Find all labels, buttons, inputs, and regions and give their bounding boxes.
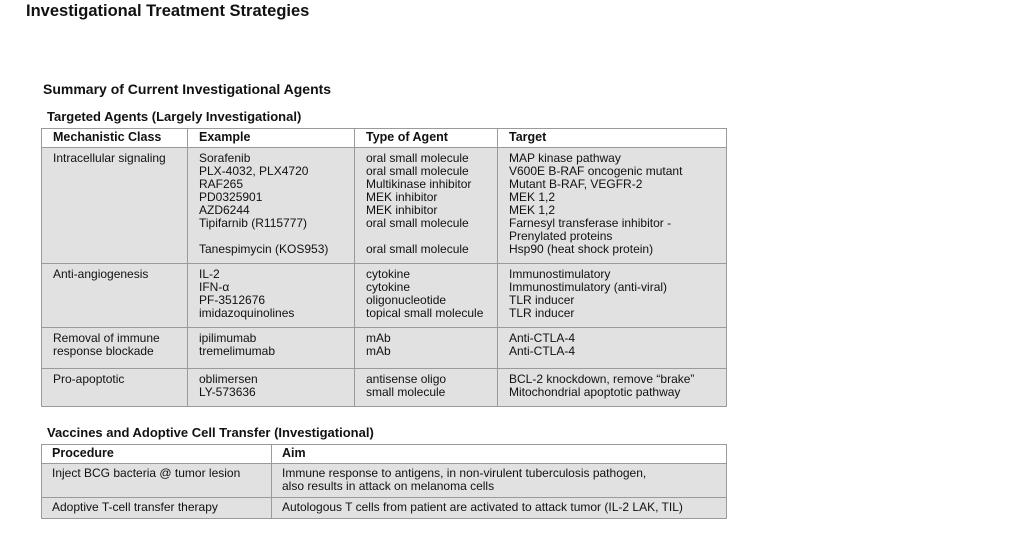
targeted-agents-table: [41, 128, 727, 407]
agent-type-cell: oral small molecule oral small molecule Multikinase inhibitor MEK inhibitor MEK inhibitor oral small molecule oral small molecule: [355, 148, 498, 264]
procedure-cell: Inject BCG bacteria @ tumor lesion: [42, 464, 272, 498]
mechanistic-class-cell: Pro-apoptotic: [42, 369, 188, 407]
example-cell: oblimersen LY-573636: [188, 369, 355, 407]
mechanistic-class-cell: Anti-angiogenesis: [42, 264, 188, 328]
agent-type-cell: antisense oligo small molecule: [355, 369, 498, 407]
aim-cell: Autologous T cells from patient are activated to attack tumor (IL-2 LAK, TIL): [272, 498, 727, 519]
agent-type-cell: mAb mAb: [355, 328, 498, 369]
column-header: Type of Agent: [355, 129, 498, 148]
mechanistic-class-cell: Removal of immune response blockade: [42, 328, 188, 369]
target-cell: Anti-CTLA-4 Anti-CTLA-4: [498, 328, 727, 369]
example-cell: Sorafenib PLX-4032, PLX4720 RAF265 PD0325901 AZD6244 Tipifarnib (R115777) Tanespimycin (KOS953): [188, 148, 355, 264]
table-row: [42, 264, 727, 328]
table-row: [42, 148, 727, 264]
summary-heading: Summary of Current Investigational Agents: [43, 81, 332, 97]
table-header-row: [42, 445, 727, 464]
aim-cell: Immune response to antigens, in non-virulent tuberculosis pathogen, also results in attack on melanoma cells: [272, 464, 727, 498]
column-header: Target: [498, 129, 727, 148]
vaccines-heading: Vaccines and Adoptive Cell Transfer (Investigational): [47, 425, 374, 440]
table-row: [42, 464, 727, 498]
example-cell: IL-2 IFN-α PF-3512676 imidazoquinolines: [188, 264, 355, 328]
table-header-row: [42, 129, 727, 148]
column-header: Aim: [272, 445, 727, 464]
column-header: Mechanistic Class: [42, 129, 188, 148]
target-cell: BCL-2 knockdown, remove “brake” Mitochondrial apoptotic pathway: [498, 369, 727, 407]
target-cell: MAP kinase pathway V600E B-RAF oncogenic mutant Mutant B-RAF, VEGFR-2 MEK 1,2 MEK 1,2 Farnesyl transferase inhibitor - Prenylated proteins Hsp90 (heat shock protein): [498, 148, 727, 264]
table-row: [42, 498, 727, 519]
targeted-agents-heading: Targeted Agents (Largely Investigational): [47, 109, 302, 124]
table-row: [42, 328, 727, 369]
table-row: [42, 369, 727, 407]
column-header: Procedure: [42, 445, 272, 464]
agent-type-cell: cytokine cytokine oligonucleotide topical small molecule: [355, 264, 498, 328]
procedure-cell: Adoptive T-cell transfer therapy: [42, 498, 272, 519]
mechanistic-class-cell: Intracellular signaling: [42, 148, 188, 264]
target-cell: Immunostimulatory Immunostimulatory (anti-viral) TLR inducer TLR inducer: [498, 264, 727, 328]
column-header: Example: [188, 129, 355, 148]
page-title: Investigational Treatment Strategies: [26, 2, 310, 20]
vaccines-table: [41, 444, 727, 519]
example-cell: ipilimumab tremelimumab: [188, 328, 355, 369]
